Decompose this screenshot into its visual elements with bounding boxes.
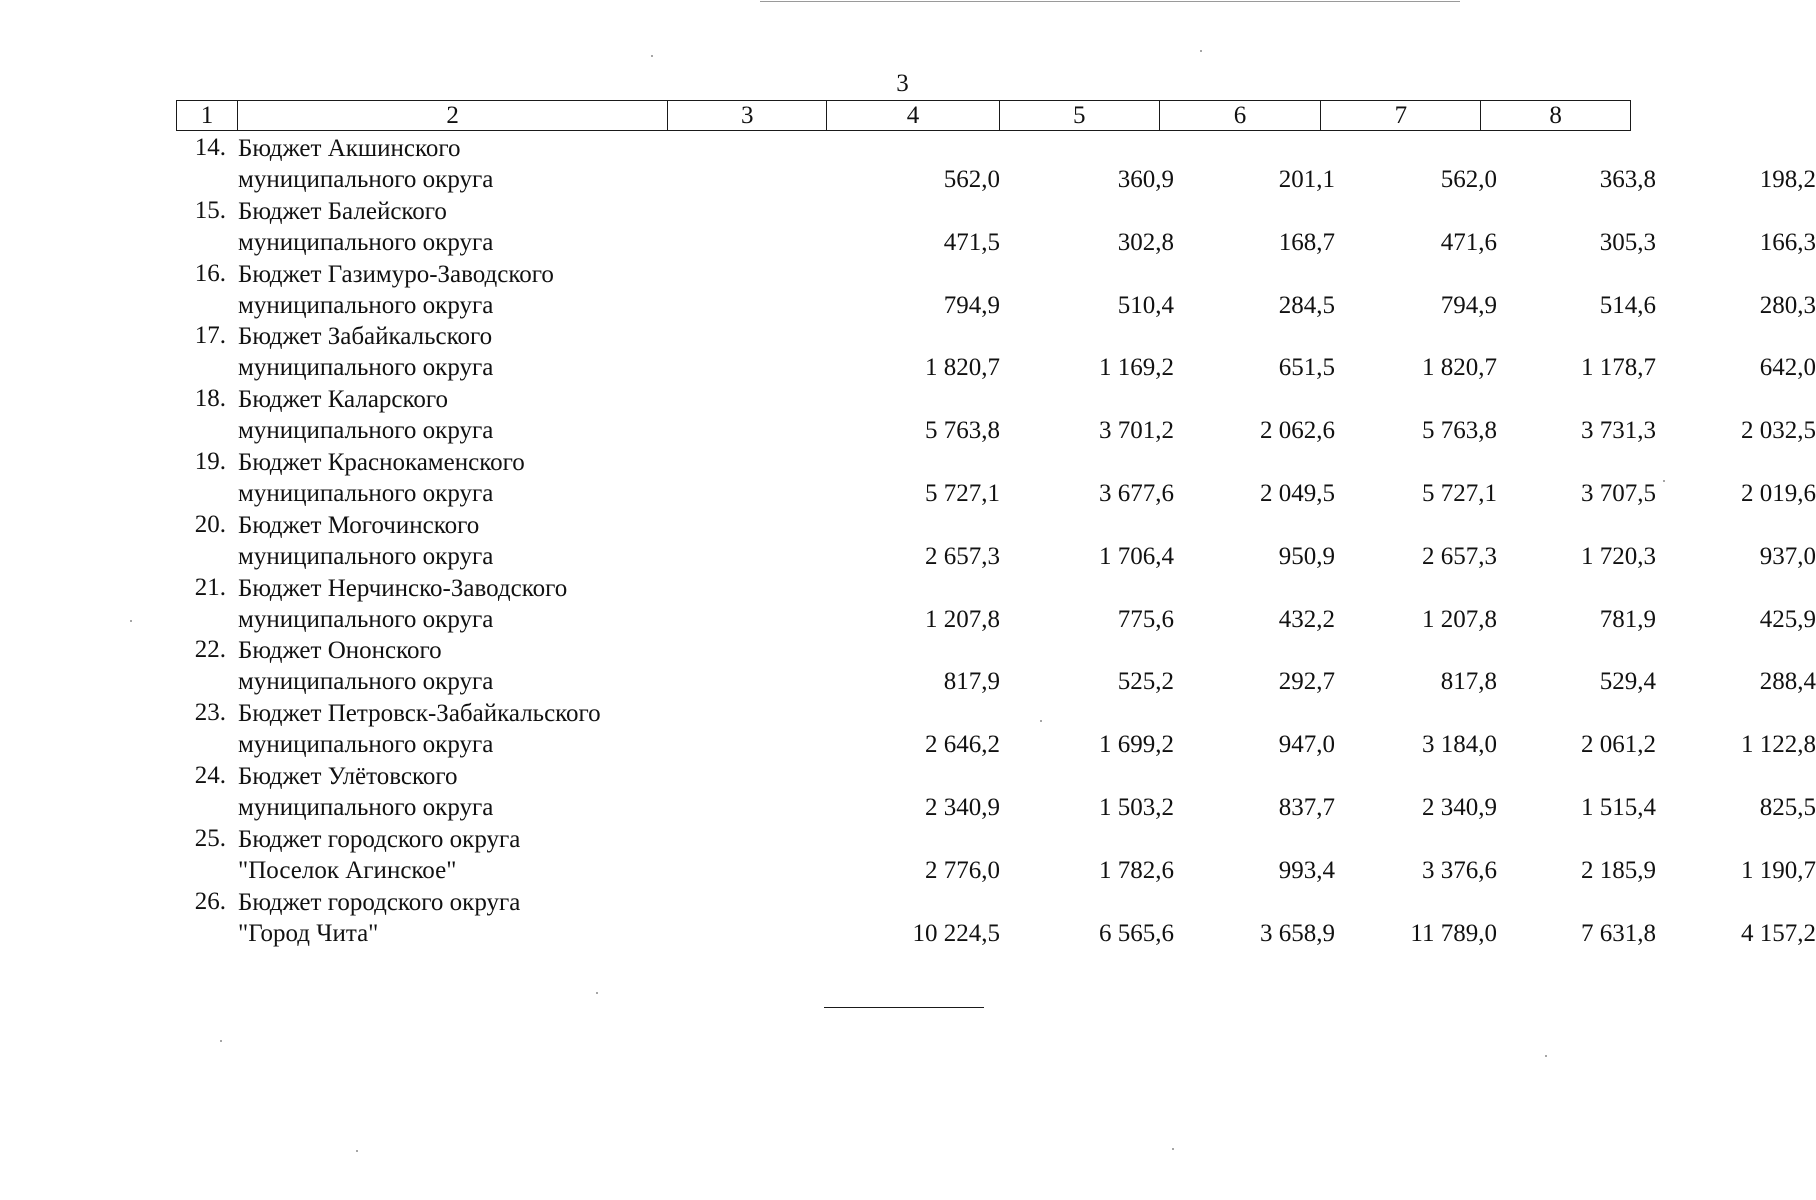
value-col-4: 1 503,2 [1099,793,1174,821]
value-col-8: 1 190,7 [1741,856,1816,884]
row-name-line-2: муниципального округа [238,605,494,633]
value-col-8: 2 032,5 [1741,417,1816,445]
value-col-4: 302,8 [1117,228,1174,256]
scan-speck [356,1150,358,1152]
value-col-6: 2 657,3 [1422,542,1497,570]
header-col-8: 8 [1549,102,1562,129]
value-col-7: 1 720,3 [1581,542,1656,570]
header-col-2: 2 [238,101,668,130]
value-col-4: 510,4 [1117,291,1174,319]
scan-speck [1040,720,1042,722]
value-col-6: 5 727,1 [1422,479,1497,507]
table-row [176,384,1816,447]
top-scan-rule [760,1,1460,2]
row-name-line-2: муниципального округа [238,228,494,256]
row-name-line-1: Бюджет Могочинского [238,511,480,539]
row-name-line-1: Бюджет Петровск-Забайкальского [238,700,601,728]
row-name-line-2: муниципального округа [238,793,494,821]
header-col-5: 5 [1000,101,1160,130]
value-col-7: 781,9 [1599,605,1656,633]
value-col-3: 2 646,2 [925,731,1000,759]
scan-speck [1663,480,1665,482]
scan-speck [1200,50,1202,52]
row-name-line-1: Бюджет Каларского [238,386,449,414]
row-name [238,384,493,446]
value-col-5: 201,1 [1278,166,1335,193]
scan-speck [1172,1148,1174,1150]
value-col-5: 950,9 [1278,542,1335,570]
row-number: 26. [194,887,226,915]
row-name-line-1: Бюджет городского округа [238,825,521,853]
row-number: 16. [194,259,226,287]
value-col-4: 6 565,6 [1099,919,1174,947]
row-number: 14. [194,134,226,161]
value-col-6: 1 207,8 [1422,605,1497,633]
value-col-8: 198,2 [1759,166,1816,193]
value-col-7: 305,3 [1599,228,1656,256]
row-number: 17. [194,322,226,350]
table-row [176,573,1816,636]
row-name-line-1: Бюджет Улётовского [238,762,458,790]
value-col-3: 2 340,9 [925,793,1000,821]
value-col-6: 5 763,8 [1422,417,1497,445]
value-col-4: 775,6 [1117,605,1174,633]
value-col-3: 1 820,7 [925,354,1000,382]
value-col-7: 7 631,8 [1581,919,1656,947]
row-name [238,698,601,760]
row-number: 21. [194,573,226,601]
value-col-3: 2 776,0 [925,856,1000,884]
value-col-4: 3 677,6 [1099,479,1174,507]
value-col-6: 2 340,9 [1422,793,1497,821]
header-col-3: 3 [668,101,827,130]
value-col-7: 3 731,3 [1581,417,1656,445]
row-number: 25. [194,824,226,852]
row-name [238,321,493,383]
value-col-5: 168,7 [1278,228,1335,256]
value-col-4: 1 782,6 [1099,856,1174,884]
value-col-7: 2 185,9 [1581,856,1656,884]
scan-speck [130,620,132,622]
row-name [238,761,493,823]
end-of-table-rule [824,1007,984,1008]
value-col-6: 1 820,7 [1422,354,1497,382]
row-name-line-2: "Город Чита" [238,919,379,947]
header-col-7: 7 [1321,101,1481,130]
value-col-7: 529,4 [1599,668,1656,696]
table-row [176,510,1816,573]
row-number: 24. [194,761,226,789]
value-col-5: 284,5 [1278,291,1335,319]
table-row [176,887,1816,950]
value-col-6: 3 376,6 [1422,856,1497,884]
value-col-8: 166,3 [1759,228,1816,256]
value-col-3: 562,0 [943,166,1000,193]
value-col-5: 2 049,5 [1260,479,1335,507]
value-col-5: 947,0 [1278,731,1335,759]
value-col-8: 2 019,6 [1741,479,1816,507]
row-name [238,133,493,195]
scan-speck [596,992,598,994]
row-number: 15. [194,196,226,224]
row-name-line-1: Бюджет Балейского [238,197,447,225]
row-name [238,259,554,321]
row-name-line-1: Бюджет Газимуро-Заводского [238,260,554,288]
value-col-4: 3 701,2 [1099,417,1174,445]
row-name-line-2: муниципального округа [238,479,494,507]
budget-table-body [176,133,1816,949]
row-name [238,196,493,258]
row-name-line-2: муниципального округа [238,542,494,570]
page-number: 3 [896,70,909,97]
value-col-7: 1 515,4 [1581,793,1656,821]
value-col-8: 642,0 [1759,354,1816,382]
value-col-5: 3 658,9 [1260,919,1335,947]
value-col-5: 2 062,6 [1260,417,1335,445]
header-col-6: 6 [1160,101,1322,130]
row-number: 20. [194,510,226,538]
row-name-line-1: Бюджет Забайкальского [238,323,493,351]
row-name [238,573,567,635]
value-col-8: 288,4 [1759,668,1816,696]
value-col-6: 817,8 [1440,668,1497,696]
scan-speck [1545,1055,1547,1057]
value-col-4: 1 706,4 [1099,542,1174,570]
scan-speck [651,55,653,57]
row-number: 22. [194,636,226,664]
value-col-4: 1 699,2 [1099,731,1174,759]
row-name-line-1: Бюджет Акшинского [238,135,461,162]
value-col-7: 3 707,5 [1581,479,1656,507]
header-col-1: 1 [177,101,238,130]
row-name-line-2: муниципального округа [238,291,494,319]
value-col-6: 794,9 [1440,291,1497,319]
value-col-8: 4 157,2 [1741,919,1816,947]
value-col-3: 5 727,1 [925,479,1000,507]
row-name-line-2: муниципального округа [238,166,494,193]
value-col-8: 937,0 [1759,542,1816,570]
row-name-line-2: муниципального округа [238,417,494,445]
value-col-5: 292,7 [1278,668,1335,696]
row-name [238,824,520,886]
table-row [176,824,1816,887]
table-row [176,196,1816,259]
row-name-line-1: Бюджет Краснокаменского [238,448,525,476]
row-name-line-1: Бюджет городского округа [238,888,521,916]
value-col-7: 363,8 [1599,166,1656,193]
table-row [176,259,1816,322]
value-col-8: 1 122,8 [1741,731,1816,759]
value-col-4: 360,9 [1117,166,1174,193]
value-col-3: 5 763,8 [925,417,1000,445]
value-col-6: 562,0 [1440,166,1497,193]
value-col-3: 794,9 [943,291,1000,319]
header-col-4: 4 [827,101,1000,130]
table-row [176,761,1816,824]
value-col-6: 11 789,0 [1410,919,1497,947]
table-row [176,635,1816,698]
table-row [176,133,1816,196]
row-number: 23. [194,699,226,727]
value-col-5: 651,5 [1278,354,1335,382]
value-col-7: 514,6 [1599,291,1656,319]
value-col-6: 3 184,0 [1422,731,1497,759]
table-header-row [176,100,1631,131]
value-col-7: 2 061,2 [1581,731,1656,759]
value-col-5: 993,4 [1278,856,1335,884]
row-name-line-2: муниципального округа [238,354,494,382]
row-number: 19. [194,447,226,475]
value-col-4: 525,2 [1117,668,1174,696]
value-col-3: 1 207,8 [925,605,1000,633]
row-name [238,447,525,509]
value-col-3: 10 224,5 [912,919,1000,947]
value-col-4: 1 169,2 [1099,354,1174,382]
table-row [176,698,1816,761]
row-name [238,635,493,697]
value-col-8: 425,9 [1759,605,1816,633]
row-name-line-2: муниципального округа [238,731,494,759]
value-col-8: 280,3 [1759,291,1816,319]
row-name-line-1: Бюджет Ононского [238,637,442,665]
row-name-line-1: Бюджет Нерчинско-Заводского [238,574,568,602]
scan-speck [220,1040,222,1042]
value-col-3: 471,5 [943,228,1000,256]
row-name-line-2: "Поселок Агинское" [238,856,457,884]
value-col-7: 1 178,7 [1581,354,1656,382]
value-col-8: 825,5 [1759,793,1816,821]
row-name-line-2: муниципального округа [238,668,494,696]
value-col-3: 817,9 [943,668,1000,696]
row-name [238,510,493,572]
table-row [176,447,1816,510]
value-col-5: 837,7 [1278,793,1335,821]
row-number: 18. [194,385,226,413]
value-col-5: 432,2 [1278,605,1335,633]
table-row [176,321,1816,384]
value-col-6: 471,6 [1440,228,1497,256]
value-col-3: 2 657,3 [925,542,1000,570]
row-name [238,887,520,949]
